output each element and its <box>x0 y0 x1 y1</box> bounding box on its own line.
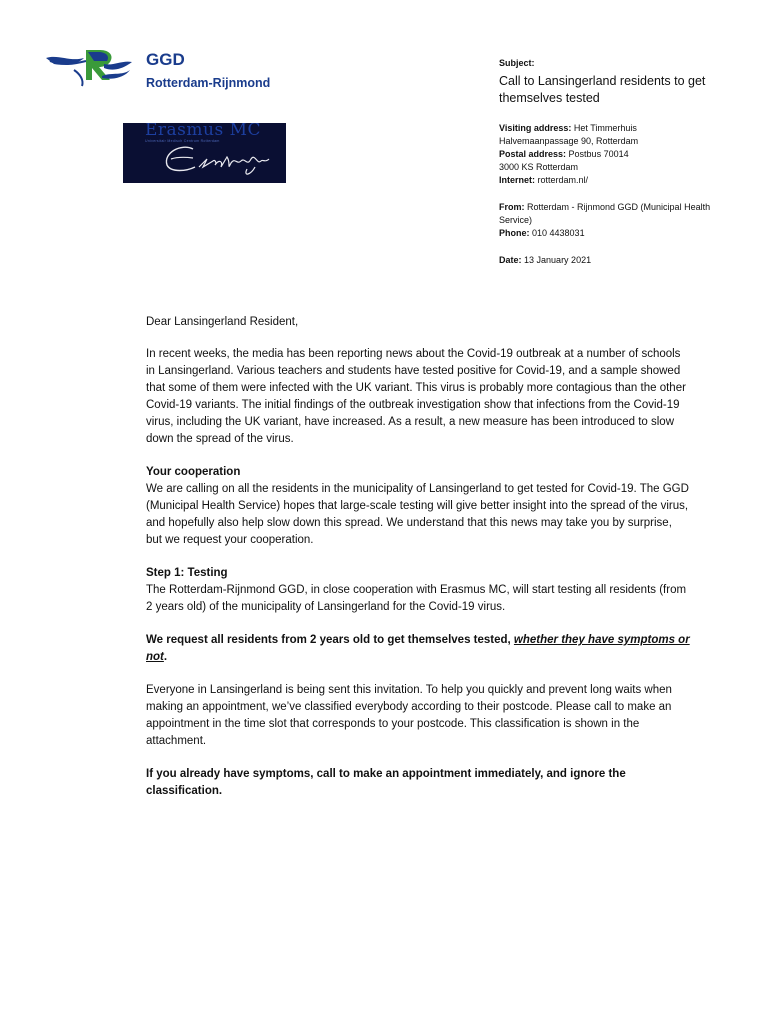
cooperation-paragraph: We are calling on all the residents in the municipality of Lansingerland to get tested for Covid-19. The GGD (Municipal Health Service) hopes that large-scale testing will give better insight into the spread of the virus, and hopefully also help slow down this spread. We understand that this news may take you by surprise, but we request your cooperation. <box>146 483 689 546</box>
erasmus-logo-tagline: Universitair Medisch Centrum Rotterdam <box>145 139 220 143</box>
postal-city: 3000 KS Rotterdam <box>499 162 579 172</box>
subject-label: Subject: <box>499 58 535 68</box>
date-value: 13 January 2021 <box>524 255 592 265</box>
invitation-paragraph: Everyone in Lansingerland is being sent this invitation. To help you quickly and prevent long waits when making an appointment, we’ve classified everybody according to their postcode. Please call to make an appointment in the time slot that corresponds to your postcode. This classification is shown in the attachment. <box>146 684 672 747</box>
phone-value: 010 4438031 <box>532 228 585 238</box>
date <box>499 254 739 267</box>
phone <box>499 227 739 240</box>
visiting-address <box>499 122 739 135</box>
postal-address-label: Postal address: <box>499 149 567 159</box>
ggd-emblem-icon <box>44 46 144 94</box>
visiting-address-value: Het Timmerhuis <box>573 123 637 133</box>
from-label: From: <box>499 202 525 212</box>
symptoms-paragraph: If you already have symptoms, call to make an appointment immediately, and ignore the classification. <box>146 768 626 797</box>
internet-label: Internet: <box>499 175 535 185</box>
letter-meta <box>499 57 739 267</box>
from-value: Rotterdam - Rijnmond GGD (Municipal Health Service) <box>499 202 711 225</box>
visiting-address-label: Visiting address: <box>499 123 572 133</box>
request-emphasis: whether they have symptoms or not <box>146 634 690 663</box>
request-text: We request all residents from 2 years old to get themselves tested, <box>146 634 514 646</box>
subject-value: Call to Lansingerland residents to get themselves tested <box>499 74 706 105</box>
ggd-logo <box>44 46 294 94</box>
date-label: Date: <box>499 255 522 265</box>
salutation: Dear Lansingerland Resident, <box>146 316 299 328</box>
intro-paragraph: In recent weeks, the media has been reporting news about the Covid-19 outbreak at a number of schools in Lansingerland. Various teachers and students have tested positive for Covid-19, and a sample showed that some of them were infected with the UK variant. This virus is probably more contagious than the other Covid-19 variants. The initial findings of the outbreak investigation show that infections from the Covid-19 virus, including the UK variant, have increased. As a result, a new measure has been introduced to slow down the spread of the virus. <box>146 348 686 445</box>
request-end: . <box>163 651 168 663</box>
erasmus-mc-logo <box>123 123 286 183</box>
postal-address-value: Postbus 70014 <box>568 149 629 159</box>
postal-address <box>499 148 739 161</box>
ggd-logo-name: GGD <box>146 50 185 69</box>
request-paragraph <box>146 632 691 666</box>
phone-label: Phone: <box>499 228 530 238</box>
visiting-street: Halvemaanpassage 90, Rotterdam <box>499 136 639 146</box>
internet <box>499 174 739 187</box>
erasmus-logo-name: Erasmus MC <box>145 123 262 140</box>
step1-heading: Step 1: Testing <box>146 567 228 579</box>
from <box>499 201 739 227</box>
letter-body <box>146 314 691 800</box>
erasmus-signature-icon <box>123 123 286 183</box>
step1-paragraph: The Rotterdam-Rijnmond GGD, in close cooperation with Erasmus MC, will start testing all residents (from 2 years old) of the municipality of Lansingerland for the Covid-19 virus. <box>146 584 687 613</box>
internet-value: rotterdam.nl/ <box>537 175 589 185</box>
ggd-logo-region: Rotterdam-Rijnmond <box>146 76 271 90</box>
cooperation-heading: Your cooperation <box>146 466 241 478</box>
